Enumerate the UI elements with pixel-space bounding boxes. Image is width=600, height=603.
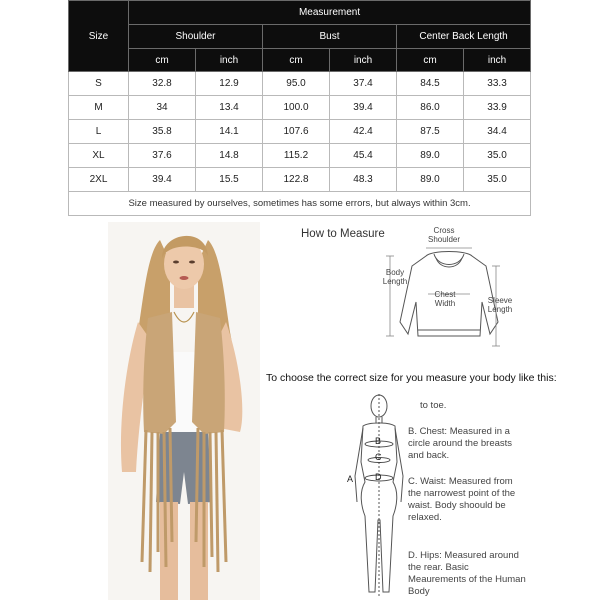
shoulder-header: Shoulder: [129, 25, 263, 49]
table-cell: 48.3: [330, 168, 397, 192]
body-length-label: Body Length: [382, 268, 408, 286]
letter-b: B: [375, 436, 382, 446]
table-row: [69, 120, 531, 144]
table-cell: 35.0: [464, 168, 531, 192]
table-row: [69, 144, 531, 168]
table-cell: 33.3: [464, 72, 531, 96]
unit-header: inch: [330, 49, 397, 72]
instruction-hips: D. Hips: Measured around the rear. Basic Meaurements of the Human Body: [408, 550, 526, 597]
table-cell: 107.6: [263, 120, 330, 144]
table-cell: 37.4: [330, 72, 397, 96]
unit-header: inch: [196, 49, 263, 72]
table-cell: 87.5: [397, 120, 464, 144]
table-cell: 35.0: [464, 144, 531, 168]
table-cell: 86.0: [397, 96, 464, 120]
size-header: Size: [69, 1, 129, 72]
measurement-header: Measurement: [129, 1, 531, 25]
unit-header: cm: [397, 49, 464, 72]
size-cell: M: [69, 96, 129, 120]
chest-width-label: Chest Width: [434, 290, 456, 308]
instruction-waist: C. Waist: Measured from the narrowest point of the waist. Body shoould be relaxed.: [408, 476, 516, 523]
cross-shoulder-label: Cross Shoulder: [427, 226, 461, 244]
table-cell: 33.9: [464, 96, 531, 120]
table-cell: 45.4: [330, 144, 397, 168]
table-cell: 42.4: [330, 120, 397, 144]
table-cell: 15.5: [196, 168, 263, 192]
center-back-length-header: Center Back Length: [397, 25, 531, 49]
sleeve-length-label: Sleeve Length: [487, 296, 513, 314]
table-cell: 95.0: [263, 72, 330, 96]
table-cell: 14.8: [196, 144, 263, 168]
table-cell: 13.4: [196, 96, 263, 120]
size-cell: XL: [69, 144, 129, 168]
measurement-note: Size measured by ourselves, sometimes has some errors, but always within 3cm.: [69, 192, 531, 216]
table-cell: 34: [129, 96, 196, 120]
table-cell: 12.9: [196, 72, 263, 96]
letter-a: A: [347, 474, 354, 484]
table-cell: 89.0: [397, 144, 464, 168]
table-cell: 35.8: [129, 120, 196, 144]
size-cell: S: [69, 72, 129, 96]
table-row: [69, 96, 531, 120]
table-cell: 39.4: [330, 96, 397, 120]
table-cell: 34.4: [464, 120, 531, 144]
table-cell: 39.4: [129, 168, 196, 192]
table-cell: 100.0: [263, 96, 330, 120]
size-cell: 2XL: [69, 168, 129, 192]
table-cell: 115.2: [263, 144, 330, 168]
model-photo: [108, 222, 260, 600]
table-row: [69, 168, 531, 192]
table-cell: 84.5: [397, 72, 464, 96]
size-cell: L: [69, 120, 129, 144]
partial-instruction: to toe.: [420, 400, 447, 411]
instruction-chest: B. Chest: Measured in a circle around the breasts and back.: [408, 426, 513, 461]
table-row: [69, 72, 531, 96]
body-silhouette-diagram: [343, 392, 413, 598]
size-chart-table: [68, 0, 531, 216]
unit-header: cm: [129, 49, 196, 72]
table-cell: 14.1: [196, 120, 263, 144]
unit-header: inch: [464, 49, 531, 72]
letter-c: C: [375, 452, 382, 462]
table-cell: 89.0: [397, 168, 464, 192]
table-cell: 37.6: [129, 144, 196, 168]
bust-header: Bust: [263, 25, 397, 49]
letter-d: D: [375, 472, 382, 482]
table-cell: 122.8: [263, 168, 330, 192]
guide-heading: To choose the correct size for you measure your body like this:: [266, 372, 557, 384]
how-to-measure-title: How to Measure: [301, 228, 385, 240]
unit-header: cm: [263, 49, 330, 72]
table-cell: 32.8: [129, 72, 196, 96]
